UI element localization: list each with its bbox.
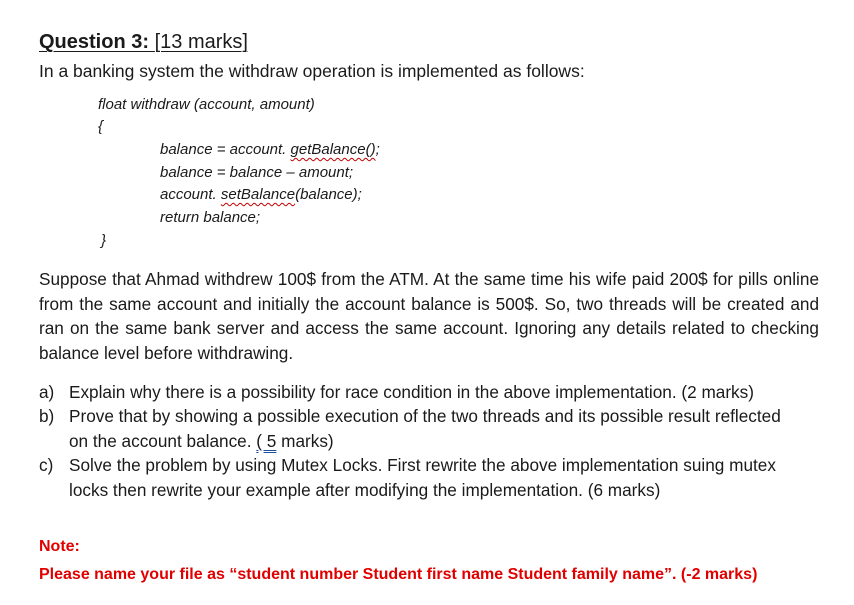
question-marks: [13 marks]	[154, 31, 248, 53]
list-item-b-line-2-start: on the account balance.	[69, 430, 257, 451]
code-open-brace: {	[98, 118, 104, 135]
note-label: Note:	[39, 538, 80, 555]
list-item-a-text: Explain why there is a possibility for race condition in the above implementation. (2 marks)	[69, 382, 754, 402]
code-line-3-start: account.	[160, 186, 221, 203]
scenario-paragraph: Suppose that Ahmad withdrew 100$ from the ATM. At the same time his wife paid 200$ for pills online from the same account and initially the account balance is 500$. So, two threads will be created and ran on the same bank server and access the same account. Ignoring any details related to checking balance level before withdrawing.	[39, 269, 819, 363]
code-line-1-method: getBalance()	[290, 141, 376, 158]
intro-text: In a banking system the withdraw operation is implemented as follows:	[39, 61, 585, 81]
code-line-1-start: balance = account.	[160, 141, 291, 158]
list-item-b-line-1: Prove that by showing a possible execution of the two threads and its possible result reflected	[69, 406, 781, 426]
list-item-c-line-2: locks then rewrite your example after modifying the implementation. (6 marks)	[69, 479, 661, 500]
code-line-3-method: setBalance	[220, 186, 296, 203]
code-line-2: balance = balance – amount;	[160, 164, 354, 181]
question-heading	[39, 30, 248, 54]
list-marker-a: a)	[39, 382, 55, 402]
code-close-brace: }	[101, 232, 107, 249]
list-marker-c: c)	[39, 455, 54, 475]
code-line-3-end: (balance);	[295, 186, 362, 203]
list-item-c-line-1: Solve the problem by using Mutex Locks. First rewrite the above implementation suing mutex	[69, 455, 776, 475]
code-line-3	[160, 185, 362, 205]
code-line-1-end: ;	[375, 141, 380, 158]
list-item-b-marks-value: ( 5	[256, 430, 277, 451]
list-marker-b: b)	[39, 406, 55, 426]
code-signature: float withdraw (account, amount)	[98, 96, 315, 113]
list-item-b-line-2	[69, 429, 829, 454]
question-label: Question 3:	[39, 31, 150, 53]
note-text: Please name your file as “student number Student first name Student family name”. (-2 marks)	[39, 566, 758, 583]
code-line-4: return balance;	[160, 209, 261, 226]
code-line-1	[160, 140, 380, 160]
list-item-b-line-2-end: marks)	[276, 430, 334, 451]
